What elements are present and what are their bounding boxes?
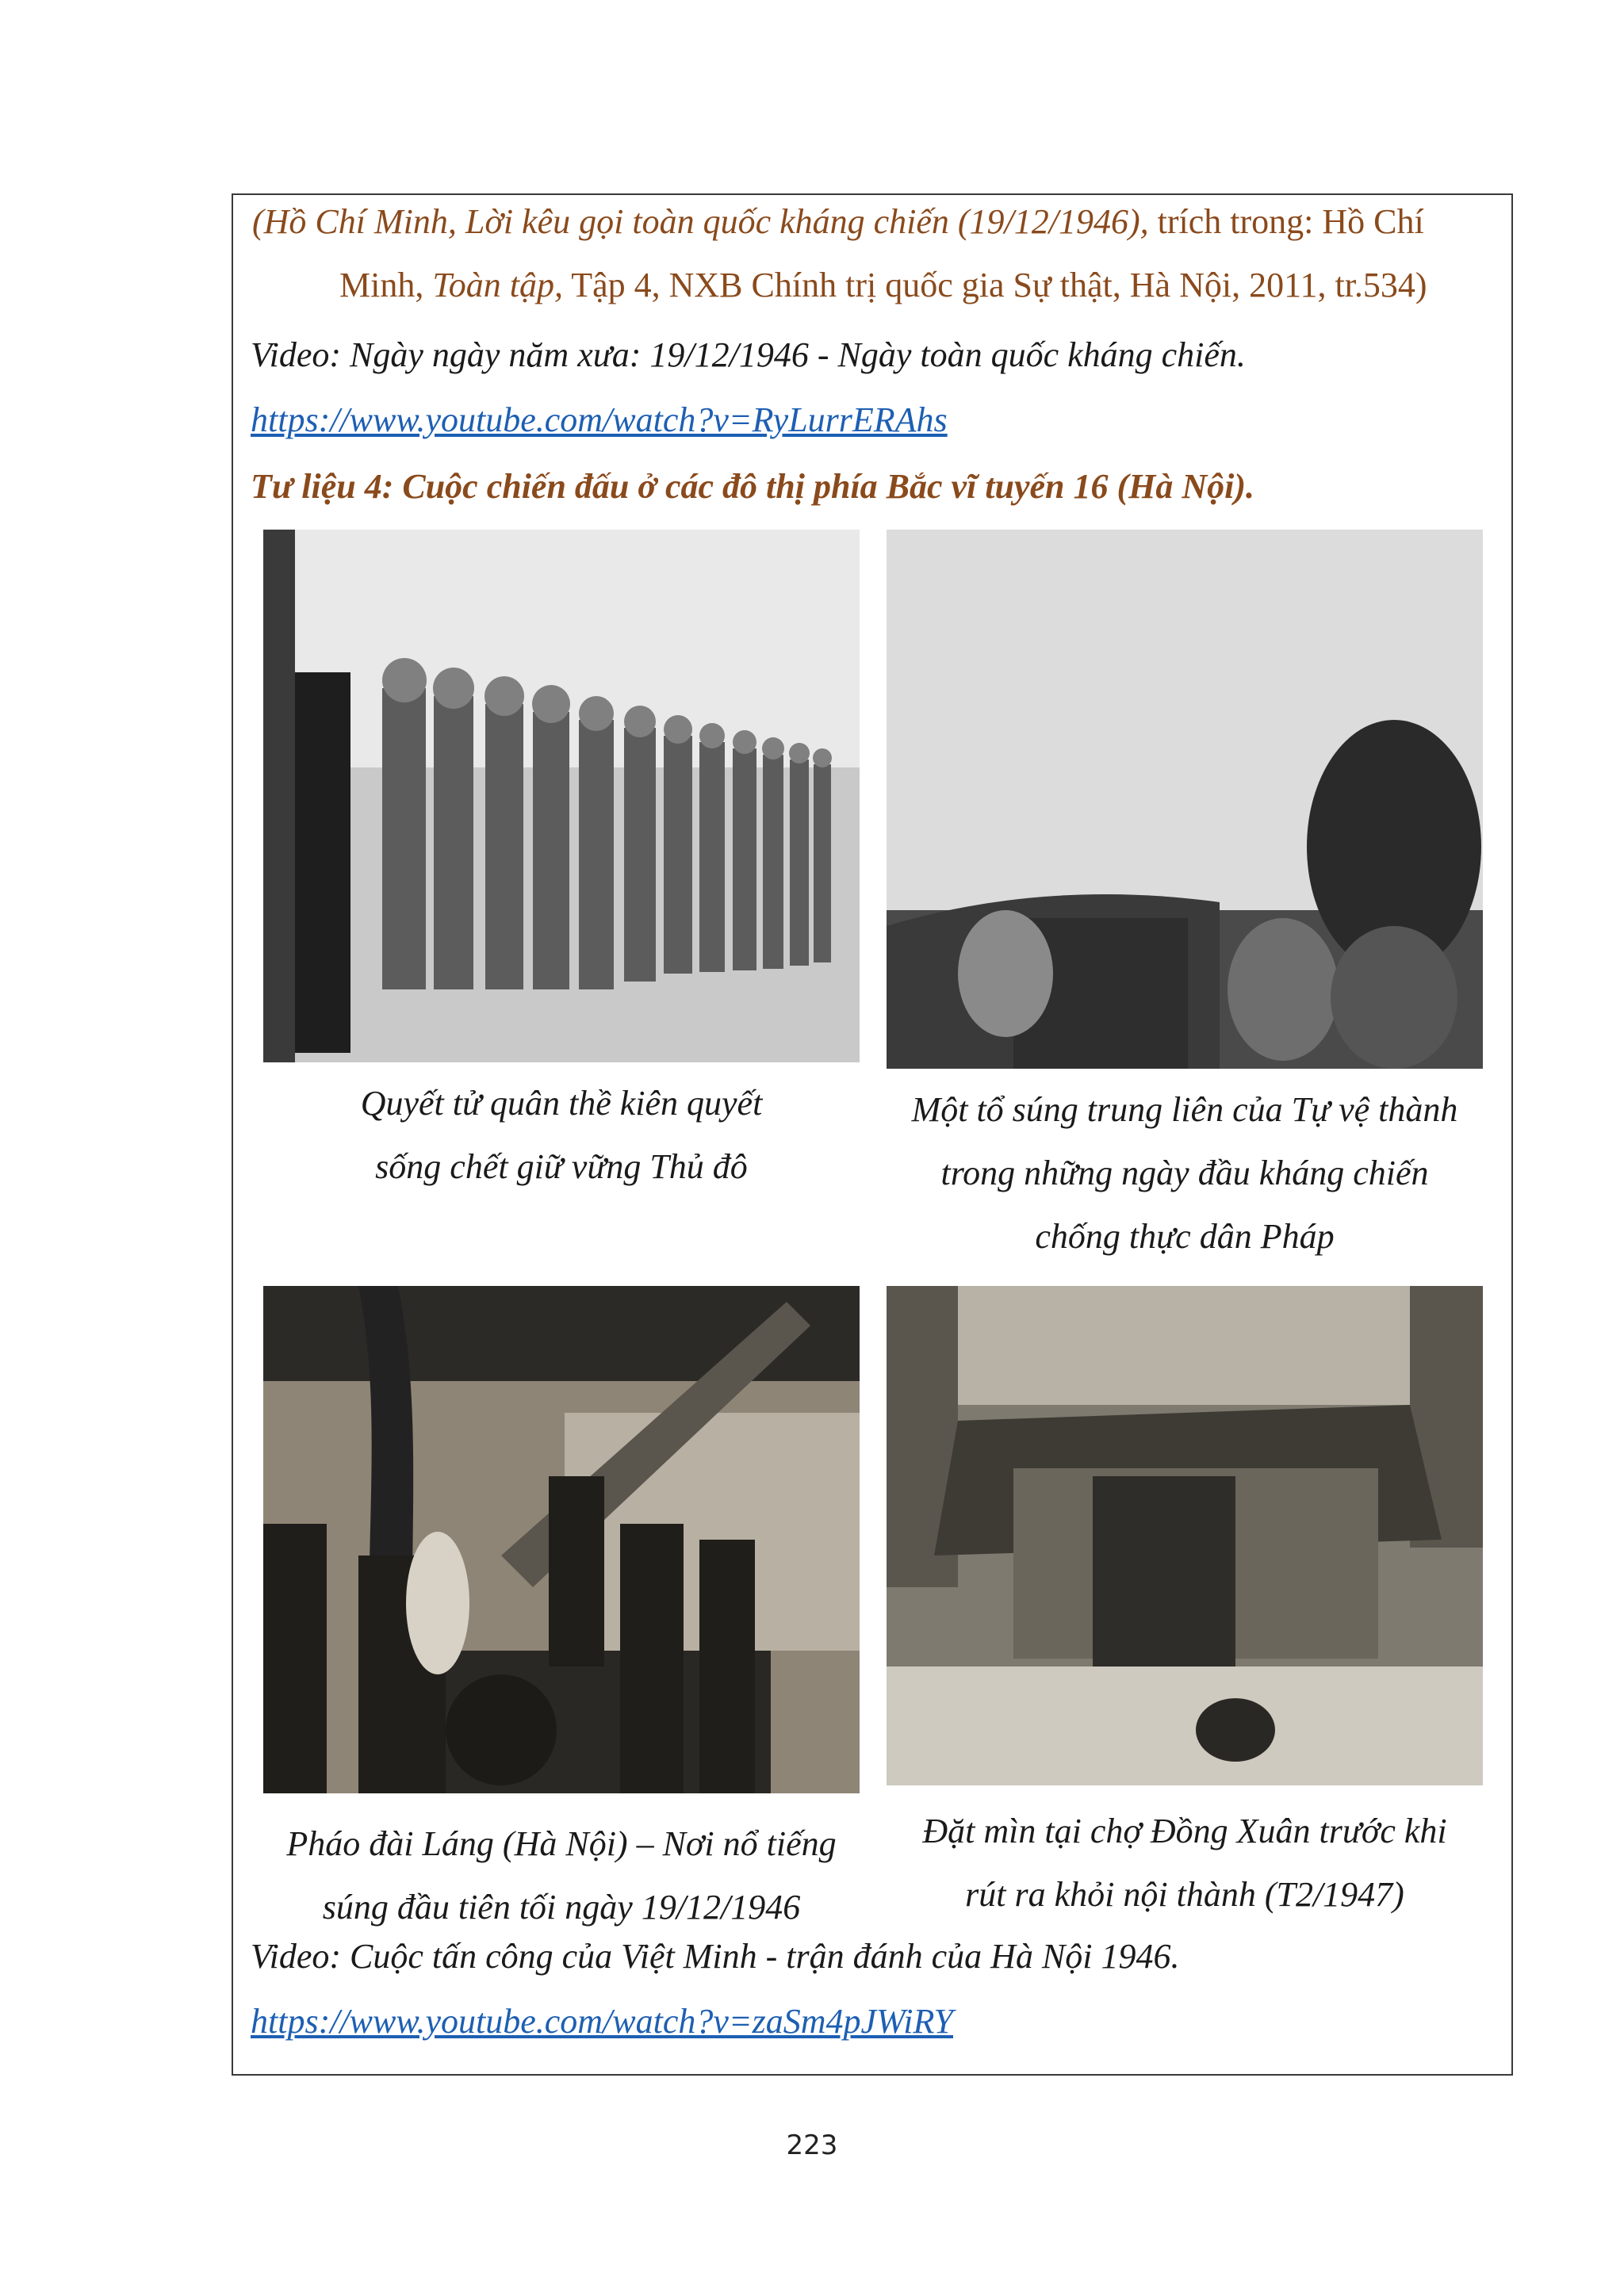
citation-details: Tập 4, NXB Chính trị quốc gia Sự thật, Hà Nội, 2011, tr.534): [563, 266, 1427, 304]
caption-line: chống thực dân Pháp: [1035, 1217, 1335, 1256]
photo-soldiers-oath: [263, 530, 860, 1062]
page-number: 223: [786, 2130, 838, 2161]
caption-line: Pháo đài Láng (Hà Nội) – Nơi nổ tiếng: [286, 1824, 837, 1863]
video-2-description: Video: Cuộc tấn công của Việt Minh - trận đánh của Hà Nội 1946.: [251, 1937, 1180, 1976]
citation-book: Toàn tập,: [432, 266, 564, 304]
photo-2-caption: [875, 1078, 1494, 1269]
caption-line: Quyết tử quân thề kiên quyết: [360, 1084, 763, 1123]
video-2-link[interactable]: https://www.youtube.com/watch?v=zaSm4pJWiRY: [251, 2002, 954, 2041]
photo-lang-fortress-artillery: [263, 1286, 860, 1793]
video-1-link[interactable]: https://www.youtube.com/watch?v=RyLurrERAhs: [251, 400, 948, 439]
citation-title: (Hồ Chí Minh, Lời kêu gọi toàn quốc kháng chiến (19/12/1946),: [252, 202, 1149, 241]
video-1-description: Video: Ngày ngày năm xưa: 19/12/1946 - Ngày toàn quốc kháng chiến.: [251, 335, 1246, 374]
caption-line: sống chết giữ vững Thủ đô: [375, 1147, 748, 1186]
citation-source: trích trong: Hồ Chí: [1148, 202, 1424, 241]
photo-militia-machine-gun: [887, 530, 1483, 1069]
photo-dong-xuan-market: [887, 1286, 1483, 1785]
caption-line: rút ra khỏi nội thành (T2/1947): [965, 1875, 1404, 1914]
citation-author: Minh,: [339, 266, 433, 304]
citation-line-1: [252, 198, 1424, 246]
photo-4-caption: [875, 1800, 1494, 1927]
photo-3-caption: [252, 1812, 871, 1939]
citation-line-2: [339, 262, 1427, 309]
caption-line: súng đầu tiên tối ngày 19/12/1946: [322, 1888, 801, 1927]
caption-line: Một tổ súng trung liên của Tự vệ thành: [911, 1090, 1458, 1129]
photo-1-caption: [252, 1072, 871, 1199]
section-heading: Tư liệu 4: Cuộc chiến đấu ở các đô thị phía Bắc vĩ tuyến 16 (Hà Nội).: [251, 467, 1255, 506]
caption-line: Đặt mìn tại chợ Đồng Xuân trước khi: [922, 1812, 1447, 1850]
caption-line: trong những ngày đầu kháng chiến: [940, 1154, 1429, 1192]
